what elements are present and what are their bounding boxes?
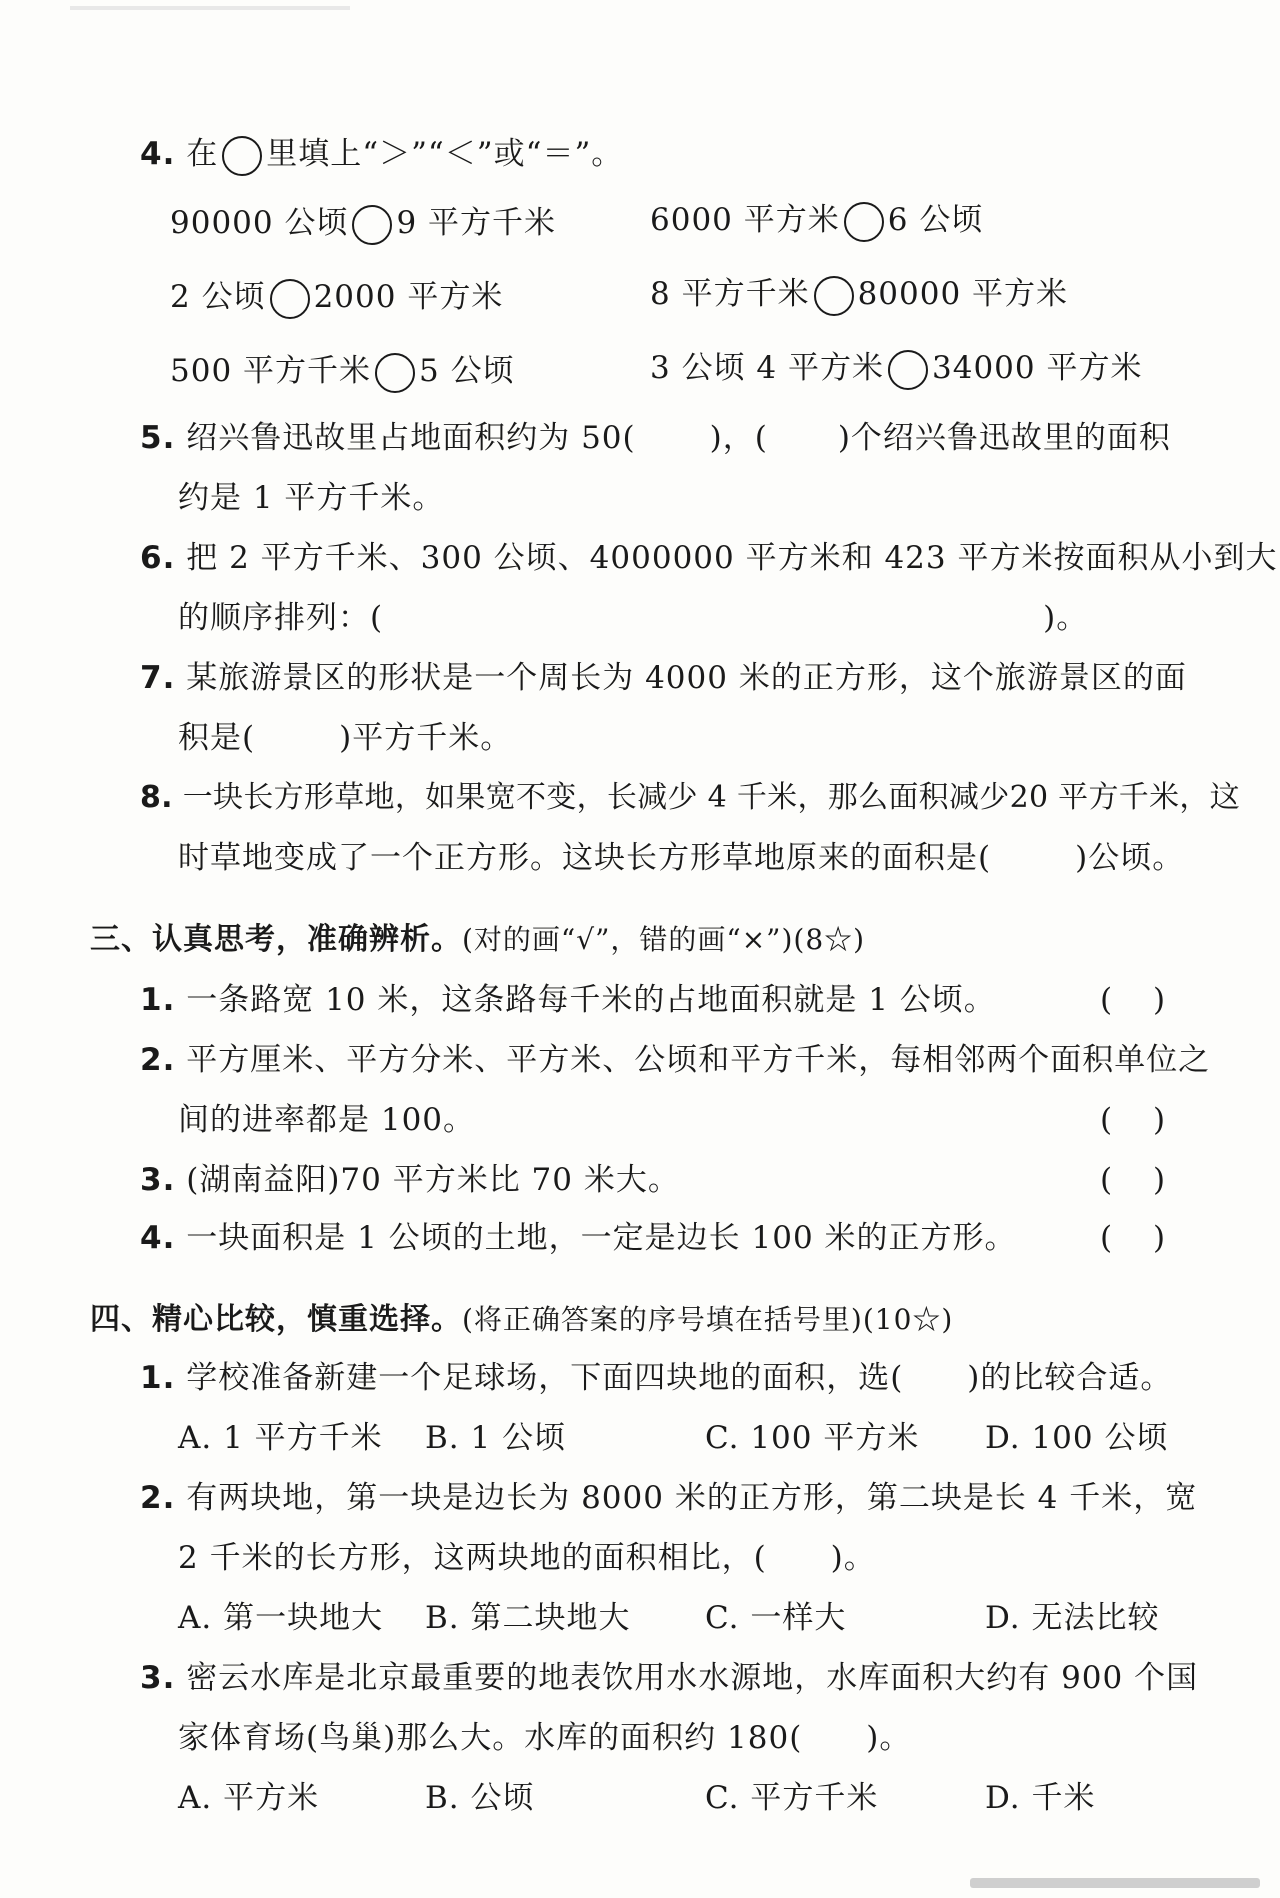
- question-6-line-2: 的顺序排列：( )。: [178, 600, 1089, 636]
- compare-item-1: 90000 公顷 9 平方千米: [170, 203, 556, 245]
- question-8-line-1: 8. 一块长方形草地，如果宽不变，长减少 4 千米，那么面积减少20 平方千米，这: [140, 780, 1240, 815]
- choice-item-3-line-1: 3. 密云水库是北京最重要的地表饮用水水源地，水库面积大约有 900 个国: [140, 1660, 1199, 1696]
- section-3-heading: 三、认真思考，准确辨析。(对的画“√”，错的画“×”)(8☆): [90, 922, 866, 957]
- scan-bottom-bar: [970, 1878, 1260, 1888]
- judge-item-2-line-2: 间的进率都是 100。: [178, 1102, 476, 1138]
- answer-paren[interactable]: ( ): [1100, 1162, 1166, 1198]
- question-number: 4.: [140, 136, 176, 172]
- section-4-heading: 四、精心比较，慎重选择。(将正确答案的序号填在括号里)(10☆): [90, 1302, 954, 1337]
- question-8-line-2: 时草地变成了一个正方形。这块长方形草地原来的面积是( )公顷。: [178, 840, 1185, 876]
- choice-item-2-line-1: 2. 有两块地，第一块是边长为 8000 米的正方形，第二块是长 4 千米，宽: [140, 1480, 1198, 1516]
- judge-item-1: 1. 一条路宽 10 米，这条路每千米的占地面积就是 1 公顷。: [140, 982, 996, 1018]
- compare-item-2: 6000 平方米 6 公顷: [650, 200, 983, 242]
- option-c[interactable]: C. 平方千米: [705, 1780, 879, 1816]
- question-4-prompt: 4. 在 里填上“＞”“＜”或“＝”。: [140, 134, 623, 176]
- compare-circle[interactable]: [375, 353, 415, 393]
- option-b[interactable]: B. 公顷: [425, 1780, 535, 1816]
- compare-circle[interactable]: [888, 350, 928, 390]
- option-d[interactable]: D. 100 公顷: [985, 1420, 1169, 1456]
- scan-edge-mark: [70, 6, 350, 10]
- compare-circle[interactable]: [352, 205, 392, 245]
- option-a[interactable]: A. 平方米: [178, 1780, 320, 1816]
- choice-item-3-line-2: 家体育场(鸟巢)那么大。水库的面积约 180( )。: [178, 1720, 912, 1756]
- option-b[interactable]: B. 1 公顷: [425, 1420, 567, 1456]
- compare-circle[interactable]: [270, 279, 310, 319]
- judge-item-3: 3. (湖南益阳)70 平方米比 70 米大。: [140, 1162, 680, 1198]
- option-d[interactable]: D. 无法比较: [985, 1600, 1160, 1636]
- judge-item-2-line-1: 2. 平方厘米、平方分米、平方米、公顷和平方千米，每相邻两个面积单位之: [140, 1042, 1211, 1078]
- choice-item-1: 1. 学校准备新建一个足球场，下面四块地的面积，选( )的比较合适。: [140, 1360, 1173, 1396]
- question-5-line-1: 5. 绍兴鲁迅故里占地面积约为 50( )，( )个绍兴鲁迅故里的面积: [140, 420, 1171, 456]
- answer-paren[interactable]: ( ): [1100, 1102, 1166, 1138]
- compare-item-4: 8 平方千米 80000 平方米: [650, 274, 1068, 316]
- judge-item-4: 4. 一块面积是 1 公顷的土地，一定是边长 100 米的正方形。: [140, 1220, 1017, 1256]
- compare-circle[interactable]: [844, 202, 884, 242]
- compare-item-3: 2 公顷 2000 平方米: [170, 277, 503, 319]
- option-a[interactable]: A. 1 平方千米: [178, 1420, 383, 1456]
- question-5-line-2: 约是 1 平方千米。: [178, 480, 445, 516]
- answer-paren[interactable]: ( ): [1100, 1220, 1166, 1256]
- compare-item-6: 3 公顷 4 平方米 34000 平方米: [650, 348, 1143, 390]
- choice-item-2-line-2: 2 千米的长方形，这两块地的面积相比，( )。: [178, 1540, 876, 1576]
- answer-paren[interactable]: ( ): [1100, 982, 1166, 1018]
- option-d[interactable]: D. 千米: [985, 1780, 1096, 1816]
- option-b[interactable]: B. 第二块地大: [425, 1600, 631, 1636]
- option-c[interactable]: C. 一样大: [705, 1600, 847, 1636]
- option-a[interactable]: A. 第一块地大: [178, 1600, 384, 1636]
- compare-item-5: 500 平方千米 5 公顷: [170, 351, 515, 393]
- question-7-line-2: 积是( )平方千米。: [178, 720, 513, 756]
- question-7-line-1: 7. 某旅游景区的形状是一个周长为 4000 米的正方形，这个旅游景区的面: [140, 660, 1187, 696]
- question-6-line-1: 6. 把 2 平方千米、300 公顷、4000000 平方米和 423 平方米按面积从小到大: [140, 540, 1278, 576]
- option-c[interactable]: C. 100 平方米: [705, 1420, 920, 1456]
- compare-circle[interactable]: [814, 276, 854, 316]
- compare-circle[interactable]: [222, 136, 262, 176]
